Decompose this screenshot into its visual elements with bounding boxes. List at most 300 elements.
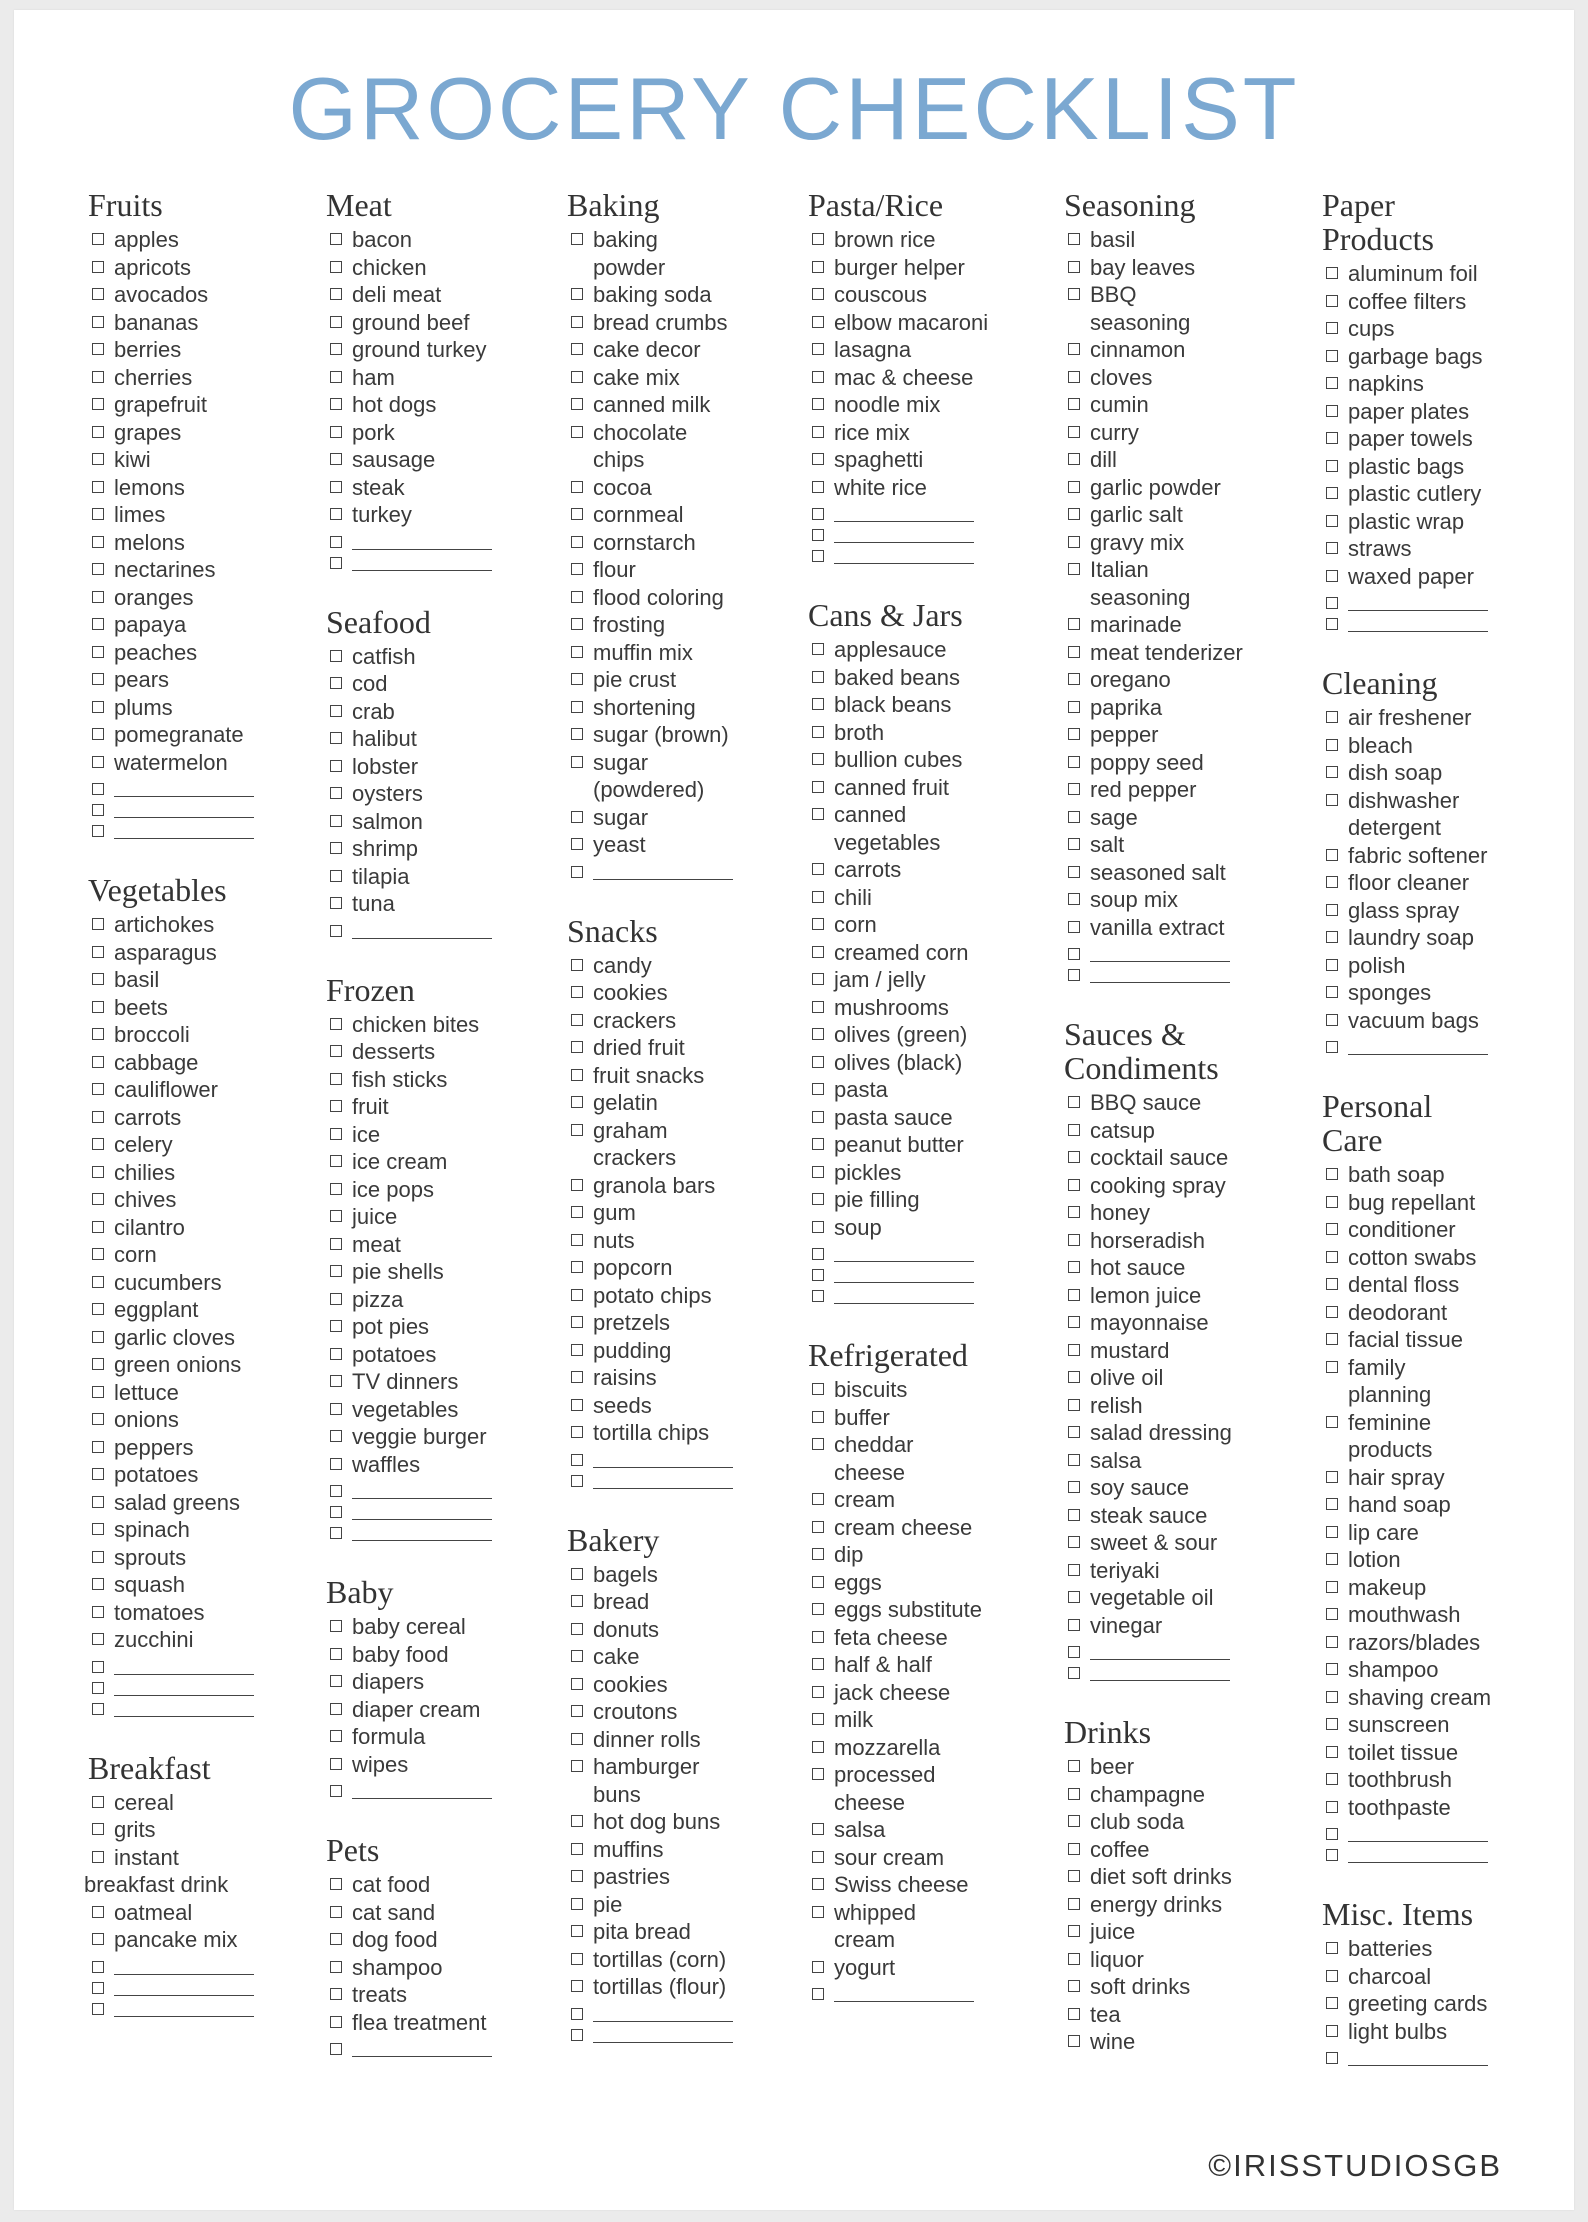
checklist-item[interactable] xyxy=(1064,501,1243,529)
checklist-item[interactable] xyxy=(326,1368,492,1396)
checkbox-icon[interactable] xyxy=(330,1348,342,1360)
checkbox-icon[interactable] xyxy=(1068,1151,1080,1163)
checklist-item[interactable] xyxy=(808,664,988,692)
checkbox-icon[interactable] xyxy=(1326,931,1338,943)
checkbox-icon[interactable] xyxy=(1068,1289,1080,1301)
write-in-line[interactable] xyxy=(834,542,974,543)
checklist-item[interactable] xyxy=(326,1093,492,1121)
checklist-item[interactable] xyxy=(326,309,492,337)
write-in-line[interactable] xyxy=(1348,1862,1488,1863)
checkbox-icon[interactable] xyxy=(92,2003,104,2015)
checkbox-icon[interactable] xyxy=(330,1458,342,1470)
checklist-item[interactable] xyxy=(326,1341,492,1369)
checkbox-icon[interactable] xyxy=(330,1878,342,1890)
checklist-item[interactable] xyxy=(326,1066,492,1094)
checkbox-icon[interactable] xyxy=(812,1548,824,1560)
checklist-item[interactable] xyxy=(567,1808,733,1836)
checklist-item[interactable] xyxy=(808,1761,988,1816)
checklist-item[interactable] xyxy=(808,1076,988,1104)
checkbox-icon[interactable] xyxy=(92,261,104,273)
checkbox-icon[interactable] xyxy=(812,508,824,520)
checklist-item[interactable] xyxy=(326,419,492,447)
checkbox-icon[interactable] xyxy=(571,508,583,520)
checklist-item[interactable] xyxy=(808,1679,988,1707)
checklist-item[interactable] xyxy=(88,1049,254,1077)
checkbox-icon[interactable] xyxy=(1068,481,1080,493)
checklist-item[interactable] xyxy=(326,1121,492,1149)
checkbox-icon[interactable] xyxy=(92,1468,104,1480)
checkbox-icon[interactable] xyxy=(812,891,824,903)
checkbox-icon[interactable] xyxy=(92,316,104,328)
checkbox-icon[interactable] xyxy=(1068,1234,1080,1246)
checkbox-icon[interactable] xyxy=(812,1290,824,1302)
write-in-line[interactable] xyxy=(114,817,254,818)
checkbox-icon[interactable] xyxy=(92,1083,104,1095)
checkbox-icon[interactable] xyxy=(330,536,342,548)
checkbox-icon[interactable] xyxy=(812,1056,824,1068)
checkbox-icon[interactable] xyxy=(92,481,104,493)
write-in-line[interactable] xyxy=(834,2001,974,2002)
checkbox-icon[interactable] xyxy=(330,1320,342,1332)
checkbox-icon[interactable] xyxy=(92,1111,104,1123)
checklist-item[interactable] xyxy=(1322,425,1491,453)
checkbox-icon[interactable] xyxy=(1068,673,1080,685)
checklist-item[interactable] xyxy=(808,364,988,392)
checkbox-icon[interactable] xyxy=(330,1210,342,1222)
checklist-item[interactable] xyxy=(1322,1299,1491,1327)
checklist-item[interactable] xyxy=(88,391,254,419)
checkbox-icon[interactable] xyxy=(571,426,583,438)
checklist-item[interactable] xyxy=(808,1431,988,1486)
checkbox-icon[interactable] xyxy=(1326,1773,1338,1785)
checkbox-icon[interactable] xyxy=(92,728,104,740)
checklist-item[interactable] xyxy=(1322,704,1491,732)
write-in-line[interactable] xyxy=(352,1498,492,1499)
checklist-item[interactable] xyxy=(326,446,492,474)
checkbox-icon[interactable] xyxy=(1068,701,1080,713)
checklist-item[interactable] xyxy=(1322,260,1491,288)
checklist-item[interactable] xyxy=(567,226,733,281)
checklist-item[interactable] xyxy=(1322,315,1491,343)
blank-item[interactable] xyxy=(567,859,733,880)
checklist-item[interactable] xyxy=(326,1696,492,1724)
checkbox-icon[interactable] xyxy=(812,726,824,738)
checkbox-icon[interactable] xyxy=(1326,1306,1338,1318)
checkbox-icon[interactable] xyxy=(812,1083,824,1095)
checkbox-icon[interactable] xyxy=(1326,487,1338,499)
checklist-item[interactable] xyxy=(1064,1392,1243,1420)
checklist-item[interactable] xyxy=(1064,1836,1243,1864)
checkbox-icon[interactable] xyxy=(812,1166,824,1178)
checkbox-icon[interactable] xyxy=(92,1441,104,1453)
checklist-item[interactable] xyxy=(1322,1491,1491,1519)
checklist-item[interactable] xyxy=(326,1203,492,1231)
checklist-item[interactable] xyxy=(1064,391,1243,419)
checklist-item[interactable] xyxy=(1064,1282,1243,1310)
checklist-item[interactable] xyxy=(1064,886,1243,914)
checklist-item[interactable] xyxy=(1064,831,1243,859)
blank-item[interactable] xyxy=(88,776,254,797)
checklist-item[interactable] xyxy=(567,1172,733,1200)
checkbox-icon[interactable] xyxy=(92,804,104,816)
checklist-item[interactable] xyxy=(808,966,988,994)
checklist-item[interactable] xyxy=(326,1451,492,1479)
checkbox-icon[interactable] xyxy=(1326,1636,1338,1648)
checkbox-icon[interactable] xyxy=(330,1785,342,1797)
checklist-item[interactable] xyxy=(88,226,254,254)
checklist-item[interactable] xyxy=(1322,1794,1491,1822)
checklist-item[interactable] xyxy=(1064,364,1243,392)
write-in-line[interactable] xyxy=(114,1716,254,1717)
checklist-item[interactable] xyxy=(88,1489,254,1517)
checklist-item[interactable] xyxy=(326,1954,492,1982)
checkbox-icon[interactable] xyxy=(1326,1041,1338,1053)
checkbox-icon[interactable] xyxy=(1326,1553,1338,1565)
blank-item[interactable] xyxy=(1322,590,1491,611)
checklist-item[interactable] xyxy=(1322,1546,1491,1574)
checklist-item[interactable] xyxy=(567,831,733,859)
checklist-item[interactable] xyxy=(1064,1254,1243,1282)
checklist-item[interactable] xyxy=(808,309,988,337)
checkbox-icon[interactable] xyxy=(92,233,104,245)
checklist-item[interactable] xyxy=(808,636,988,664)
checklist-item[interactable] xyxy=(567,1199,733,1227)
checklist-item[interactable] xyxy=(1322,787,1491,842)
checklist-item[interactable] xyxy=(1064,1337,1243,1365)
checkbox-icon[interactable] xyxy=(330,2016,342,2028)
checklist-item[interactable] xyxy=(1064,666,1243,694)
blank-item[interactable] xyxy=(1322,1821,1491,1842)
write-in-line[interactable] xyxy=(834,521,974,522)
checkbox-icon[interactable] xyxy=(571,1371,583,1383)
checklist-item[interactable] xyxy=(326,698,492,726)
checklist-item[interactable] xyxy=(88,1021,254,1049)
blank-item[interactable] xyxy=(88,1654,254,1675)
checkbox-icon[interactable] xyxy=(330,842,342,854)
checklist-item[interactable] xyxy=(88,966,254,994)
checklist-item[interactable] xyxy=(88,911,254,939)
checklist-item[interactable] xyxy=(1064,1502,1243,1530)
checklist-item[interactable] xyxy=(326,670,492,698)
checkbox-icon[interactable] xyxy=(330,288,342,300)
checkbox-icon[interactable] xyxy=(1068,948,1080,960)
checkbox-icon[interactable] xyxy=(571,1344,583,1356)
checkbox-icon[interactable] xyxy=(1326,1801,1338,1813)
checklist-item[interactable] xyxy=(567,474,733,502)
checkbox-icon[interactable] xyxy=(812,643,824,655)
checklist-item[interactable] xyxy=(88,1269,254,1297)
checkbox-icon[interactable] xyxy=(92,1961,104,1973)
checkbox-icon[interactable] xyxy=(812,973,824,985)
checkbox-icon[interactable] xyxy=(92,453,104,465)
write-in-line[interactable] xyxy=(834,1303,974,1304)
write-in-line[interactable] xyxy=(593,1488,733,1489)
checkbox-icon[interactable] xyxy=(1068,1870,1080,1882)
blank-item[interactable] xyxy=(88,1954,254,1975)
checkbox-icon[interactable] xyxy=(330,1100,342,1112)
blank-item[interactable] xyxy=(326,2036,492,2057)
checklist-item[interactable] xyxy=(1064,1419,1243,1447)
checklist-item[interactable] xyxy=(326,1751,492,1779)
blank-item[interactable] xyxy=(88,1975,254,1996)
checkbox-icon[interactable] xyxy=(330,1183,342,1195)
checkbox-icon[interactable] xyxy=(1326,2025,1338,2037)
checklist-item[interactable] xyxy=(567,391,733,419)
checkbox-icon[interactable] xyxy=(571,1096,583,1108)
checklist-item[interactable] xyxy=(1064,529,1243,557)
blank-item[interactable] xyxy=(326,1478,492,1499)
checklist-item[interactable] xyxy=(326,501,492,529)
checkbox-icon[interactable] xyxy=(92,426,104,438)
checkbox-icon[interactable] xyxy=(1068,426,1080,438)
checkbox-icon[interactable] xyxy=(330,1073,342,1085)
checklist-item[interactable] xyxy=(326,1981,492,2009)
checkbox-icon[interactable] xyxy=(1068,1843,1080,1855)
checkbox-icon[interactable] xyxy=(330,732,342,744)
checklist-item[interactable] xyxy=(808,746,988,774)
write-in-line[interactable] xyxy=(593,2042,733,2043)
checkbox-icon[interactable] xyxy=(812,1906,824,1918)
checkbox-icon[interactable] xyxy=(1068,1316,1080,1328)
checklist-item[interactable] xyxy=(567,1588,733,1616)
checklist-item[interactable] xyxy=(1064,804,1243,832)
checkbox-icon[interactable] xyxy=(1068,1399,1080,1411)
checklist-item[interactable] xyxy=(808,446,988,474)
checkbox-icon[interactable] xyxy=(92,508,104,520)
checklist-item[interactable] xyxy=(1322,952,1491,980)
checkbox-icon[interactable] xyxy=(1068,1788,1080,1800)
checkbox-icon[interactable] xyxy=(1068,1481,1080,1493)
checkbox-icon[interactable] xyxy=(812,1713,824,1725)
blank-item[interactable] xyxy=(326,529,492,550)
checklist-item[interactable] xyxy=(326,1011,492,1039)
checklist-item[interactable] xyxy=(567,1561,733,1589)
checklist-item[interactable] xyxy=(808,1624,988,1652)
write-in-line[interactable] xyxy=(1348,631,1488,632)
checkbox-icon[interactable] xyxy=(92,1056,104,1068)
checkbox-icon[interactable] xyxy=(1068,893,1080,905)
checkbox-icon[interactable] xyxy=(812,453,824,465)
write-in-line[interactable] xyxy=(1348,610,1488,611)
write-in-line[interactable] xyxy=(352,1798,492,1799)
checkbox-icon[interactable] xyxy=(812,1193,824,1205)
checkbox-icon[interactable] xyxy=(1326,1416,1338,1428)
checkbox-icon[interactable] xyxy=(812,1138,824,1150)
checklist-item[interactable] xyxy=(567,979,733,1007)
checklist-item[interactable] xyxy=(1322,1464,1491,1492)
blank-item[interactable] xyxy=(567,1447,733,1468)
checklist-item[interactable] xyxy=(1322,842,1491,870)
checklist-item[interactable] xyxy=(808,281,988,309)
checklist-item[interactable] xyxy=(567,1062,733,1090)
write-in-line[interactable] xyxy=(1090,961,1230,962)
checkbox-icon[interactable] xyxy=(330,1961,342,1973)
checklist-item[interactable] xyxy=(88,1406,254,1434)
checklist-item[interactable] xyxy=(1322,924,1491,952)
checkbox-icon[interactable] xyxy=(92,343,104,355)
checklist-item[interactable] xyxy=(808,719,988,747)
checkbox-icon[interactable] xyxy=(330,2043,342,2055)
write-in-line[interactable] xyxy=(593,879,733,880)
checklist-item[interactable] xyxy=(808,1376,988,1404)
checklist-item[interactable] xyxy=(88,281,254,309)
checkbox-icon[interactable] xyxy=(1068,1344,1080,1356)
blank-item[interactable] xyxy=(808,1981,988,2002)
checklist-item[interactable] xyxy=(326,1668,492,1696)
checkbox-icon[interactable] xyxy=(571,1953,583,1965)
checklist-item[interactable] xyxy=(88,1599,254,1627)
write-in-line[interactable] xyxy=(352,938,492,939)
checkbox-icon[interactable] xyxy=(330,705,342,717)
checkbox-icon[interactable] xyxy=(1068,838,1080,850)
checklist-item[interactable] xyxy=(1064,336,1243,364)
checkbox-icon[interactable] xyxy=(1326,1526,1338,1538)
checklist-item[interactable] xyxy=(808,774,988,802)
blank-item[interactable] xyxy=(326,1520,492,1541)
checklist-item[interactable] xyxy=(808,994,988,1022)
checkbox-icon[interactable] xyxy=(571,838,583,850)
checklist-item[interactable] xyxy=(808,1734,988,1762)
checklist-item[interactable] xyxy=(808,1131,988,1159)
checklist-item[interactable] xyxy=(567,1891,733,1919)
checkbox-icon[interactable] xyxy=(92,1358,104,1370)
checklist-item[interactable] xyxy=(88,1379,254,1407)
checklist-item[interactable] xyxy=(808,1954,988,1982)
checklist-item[interactable] xyxy=(567,1089,733,1117)
checkbox-icon[interactable] xyxy=(1326,1970,1338,1982)
checkbox-icon[interactable] xyxy=(330,1045,342,1057)
blank-item[interactable] xyxy=(88,1996,254,2017)
checklist-item[interactable] xyxy=(567,1419,733,1447)
checklist-item[interactable] xyxy=(1322,370,1491,398)
checkbox-icon[interactable] xyxy=(92,1982,104,1994)
checklist-item[interactable] xyxy=(1064,1863,1243,1891)
checkbox-icon[interactable] xyxy=(571,1980,583,1992)
checklist-item[interactable] xyxy=(1322,979,1491,1007)
checkbox-icon[interactable] xyxy=(1068,1509,1080,1521)
checklist-item[interactable] xyxy=(1064,1557,1243,1585)
checkbox-icon[interactable] xyxy=(330,426,342,438)
checklist-item[interactable] xyxy=(1064,1584,1243,1612)
checklist-item[interactable] xyxy=(326,808,492,836)
checkbox-icon[interactable] xyxy=(330,1527,342,1539)
checkbox-icon[interactable] xyxy=(330,787,342,799)
checklist-item[interactable] xyxy=(88,1296,254,1324)
write-in-line[interactable] xyxy=(1090,1659,1230,1660)
checkbox-icon[interactable] xyxy=(1326,1278,1338,1290)
checkbox-icon[interactable] xyxy=(571,1568,583,1580)
checkbox-icon[interactable] xyxy=(1326,766,1338,778)
write-in-line[interactable] xyxy=(352,570,492,571)
checkbox-icon[interactable] xyxy=(812,1111,824,1123)
checklist-item[interactable] xyxy=(567,1918,733,1946)
checklist-item[interactable] xyxy=(808,884,988,912)
checkbox-icon[interactable] xyxy=(571,1623,583,1635)
checklist-item[interactable] xyxy=(326,364,492,392)
write-in-line[interactable] xyxy=(114,838,254,839)
checklist-item[interactable] xyxy=(1322,343,1491,371)
checklist-item[interactable] xyxy=(1064,226,1243,254)
checklist-item[interactable] xyxy=(326,1926,492,1954)
blank-item[interactable] xyxy=(808,1283,988,1304)
checkbox-icon[interactable] xyxy=(330,481,342,493)
checklist-item[interactable] xyxy=(567,1726,733,1754)
checkbox-icon[interactable] xyxy=(92,1386,104,1398)
write-in-line[interactable] xyxy=(1348,2065,1488,2066)
checklist-item[interactable] xyxy=(567,1671,733,1699)
checkbox-icon[interactable] xyxy=(330,1506,342,1518)
checklist-item[interactable] xyxy=(88,556,254,584)
checkbox-icon[interactable] xyxy=(571,233,583,245)
checkbox-icon[interactable] xyxy=(92,1633,104,1645)
checkbox-icon[interactable] xyxy=(571,618,583,630)
checklist-item[interactable] xyxy=(808,391,988,419)
checkbox-icon[interactable] xyxy=(92,1551,104,1563)
checkbox-icon[interactable] xyxy=(812,398,824,410)
checkbox-icon[interactable] xyxy=(1326,618,1338,630)
checklist-item[interactable] xyxy=(1064,474,1243,502)
checklist-item[interactable] xyxy=(1064,1474,1243,1502)
checkbox-icon[interactable] xyxy=(1068,508,1080,520)
checklist-item[interactable] xyxy=(567,1863,733,1891)
checklist-item[interactable] xyxy=(326,835,492,863)
checkbox-icon[interactable] xyxy=(92,371,104,383)
checklist-item[interactable] xyxy=(567,501,733,529)
checklist-item[interactable] xyxy=(1064,1227,1243,1255)
checkbox-icon[interactable] xyxy=(1326,986,1338,998)
checkbox-icon[interactable] xyxy=(1326,1746,1338,1758)
checkbox-icon[interactable] xyxy=(1326,1997,1338,2009)
checkbox-icon[interactable] xyxy=(1068,1179,1080,1191)
checkbox-icon[interactable] xyxy=(330,1018,342,1030)
checklist-item[interactable] xyxy=(1322,288,1491,316)
checkbox-icon[interactable] xyxy=(1326,1196,1338,1208)
checkbox-icon[interactable] xyxy=(571,1898,583,1910)
checklist-item[interactable] xyxy=(88,419,254,447)
checklist-item[interactable] xyxy=(567,952,733,980)
checkbox-icon[interactable] xyxy=(812,316,824,328)
checkbox-icon[interactable] xyxy=(812,1988,824,2000)
checkbox-icon[interactable] xyxy=(812,1248,824,1260)
checkbox-icon[interactable] xyxy=(92,1138,104,1150)
checklist-item[interactable] xyxy=(326,1038,492,1066)
checkbox-icon[interactable] xyxy=(330,897,342,909)
checkbox-icon[interactable] xyxy=(571,1733,583,1745)
blank-item[interactable] xyxy=(1064,1639,1243,1660)
checkbox-icon[interactable] xyxy=(92,1682,104,1694)
write-in-line[interactable] xyxy=(114,1974,254,1975)
checkbox-icon[interactable] xyxy=(1068,343,1080,355)
checklist-item[interactable] xyxy=(567,804,733,832)
checkbox-icon[interactable] xyxy=(571,811,583,823)
checklist-item[interactable] xyxy=(808,226,988,254)
checklist-item[interactable] xyxy=(1064,556,1243,611)
checkbox-icon[interactable] xyxy=(571,1595,583,1607)
checkbox-icon[interactable] xyxy=(92,398,104,410)
blank-item[interactable] xyxy=(326,550,492,571)
checkbox-icon[interactable] xyxy=(1326,959,1338,971)
checkbox-icon[interactable] xyxy=(812,863,824,875)
checkbox-icon[interactable] xyxy=(92,1906,104,1918)
checklist-item[interactable] xyxy=(567,1364,733,1392)
checkbox-icon[interactable] xyxy=(92,673,104,685)
checkbox-icon[interactable] xyxy=(92,1303,104,1315)
checkbox-icon[interactable] xyxy=(1326,515,1338,527)
blank-item[interactable] xyxy=(88,818,254,839)
checklist-item[interactable] xyxy=(326,336,492,364)
checkbox-icon[interactable] xyxy=(92,1823,104,1835)
checkbox-icon[interactable] xyxy=(1068,563,1080,575)
